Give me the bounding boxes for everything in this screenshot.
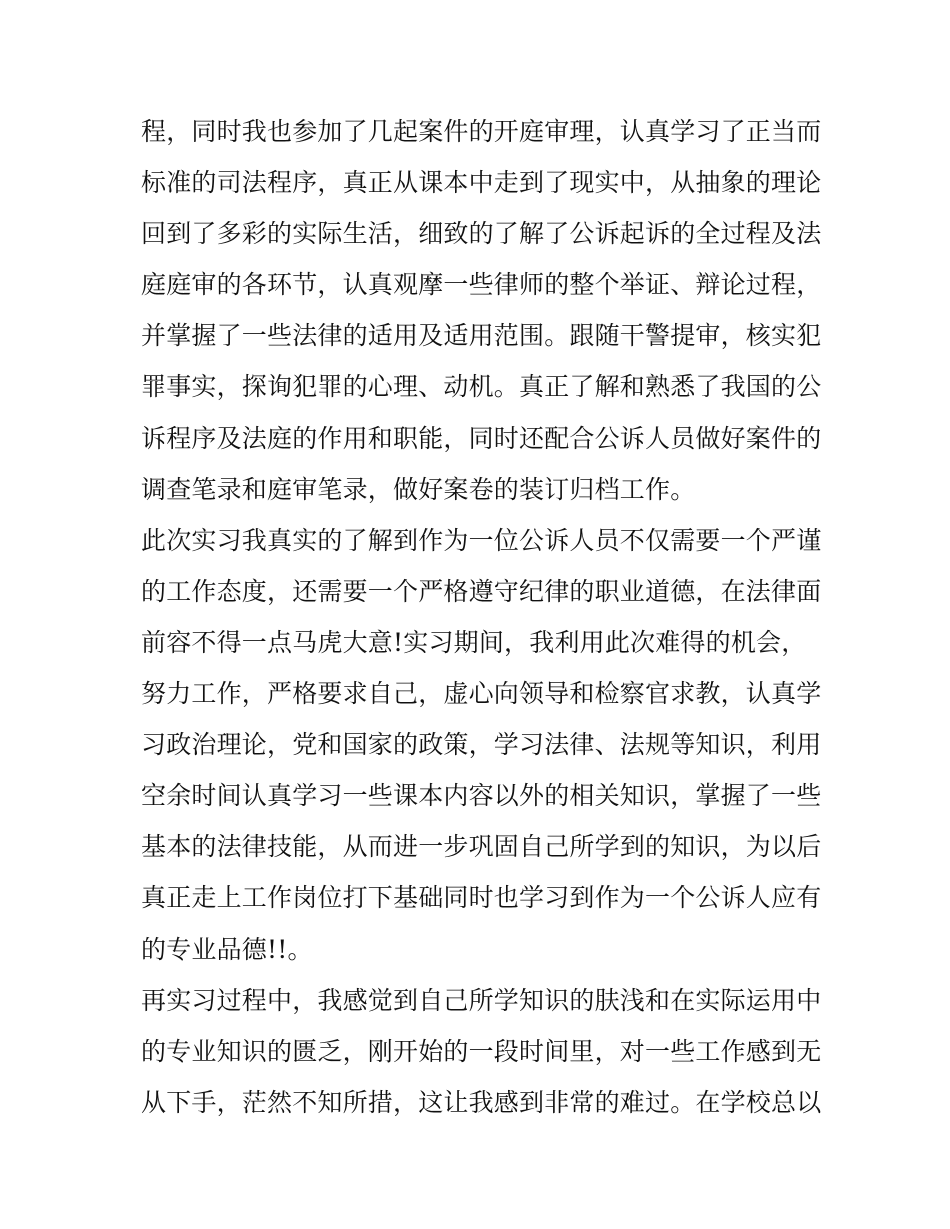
text-line-11: 前容不得一点马虎大意!实习期间，我利用此次难得的机会， <box>141 627 807 657</box>
text-line-14: 空余时间认真学习一些课本内容以外的相关知识，掌握了一些 <box>141 781 822 811</box>
text-line-4: 庭庭审的各环节，认真观摩一些律师的整个举证、辩论过程， <box>141 270 822 300</box>
text-line-1: 程，同时我也参加了几起案件的开庭审理，认真学习了正当而 <box>141 117 822 146</box>
text-line-18: 再实习过程中，我感觉到自己所学知识的肤浅和在实际运用中 <box>141 985 822 1015</box>
text-line-15: 基本的法律技能，从而进一步巩固自己所学到的知识，为以后 <box>141 832 822 862</box>
text-line-13: 习政治理论，党和国家的政策，学习法律、法规等知识，利用 <box>141 730 822 760</box>
text-line-9: 此次实习我真实的了解到作为一位公诉人员不仅需要一个严谨 <box>141 525 822 555</box>
text-line-19: 的专业知识的匮乏，刚开始的一段时间里，对一些工作感到无 <box>141 1036 822 1066</box>
text-line-20: 从下手，茫然不知所措，这让我感到非常的难过。在学校总以 <box>141 1087 822 1117</box>
text-line-10: 的工作态度，还需要一个严格遵守纪律的职业道德，在法律面 <box>141 576 822 606</box>
body-text <box>141 106 821 1128</box>
text-line-3: 回到了多彩的实际生活，细致的了解了公诉起诉的全过程及法 <box>141 219 822 249</box>
text-line-16: 真正走上工作岗位打下基础同时也学习到作为一个公诉人应有 <box>141 883 822 913</box>
text-line-12: 努力工作，严格要求自己，虚心向领导和检察官求教，认真学 <box>141 679 822 709</box>
text-line-2: 标准的司法程序，真正从课本中走到了现实中，从抽象的理论 <box>141 168 822 198</box>
text-line-17: 的专业品德!!。 <box>141 934 313 964</box>
text-line-6: 罪事实，探询犯罪的心理、动机。真正了解和熟悉了我国的公 <box>141 372 822 402</box>
text-line-5: 并掌握了一些法律的适用及适用范围。跟随干警提审，核实犯 <box>141 321 822 351</box>
text-line-8: 调查笔录和庭审笔录，做好案卷的装订归档工作。 <box>141 474 696 504</box>
text-line-7: 诉程序及法庭的作用和职能，同时还配合公诉人员做好案件的 <box>141 423 822 453</box>
